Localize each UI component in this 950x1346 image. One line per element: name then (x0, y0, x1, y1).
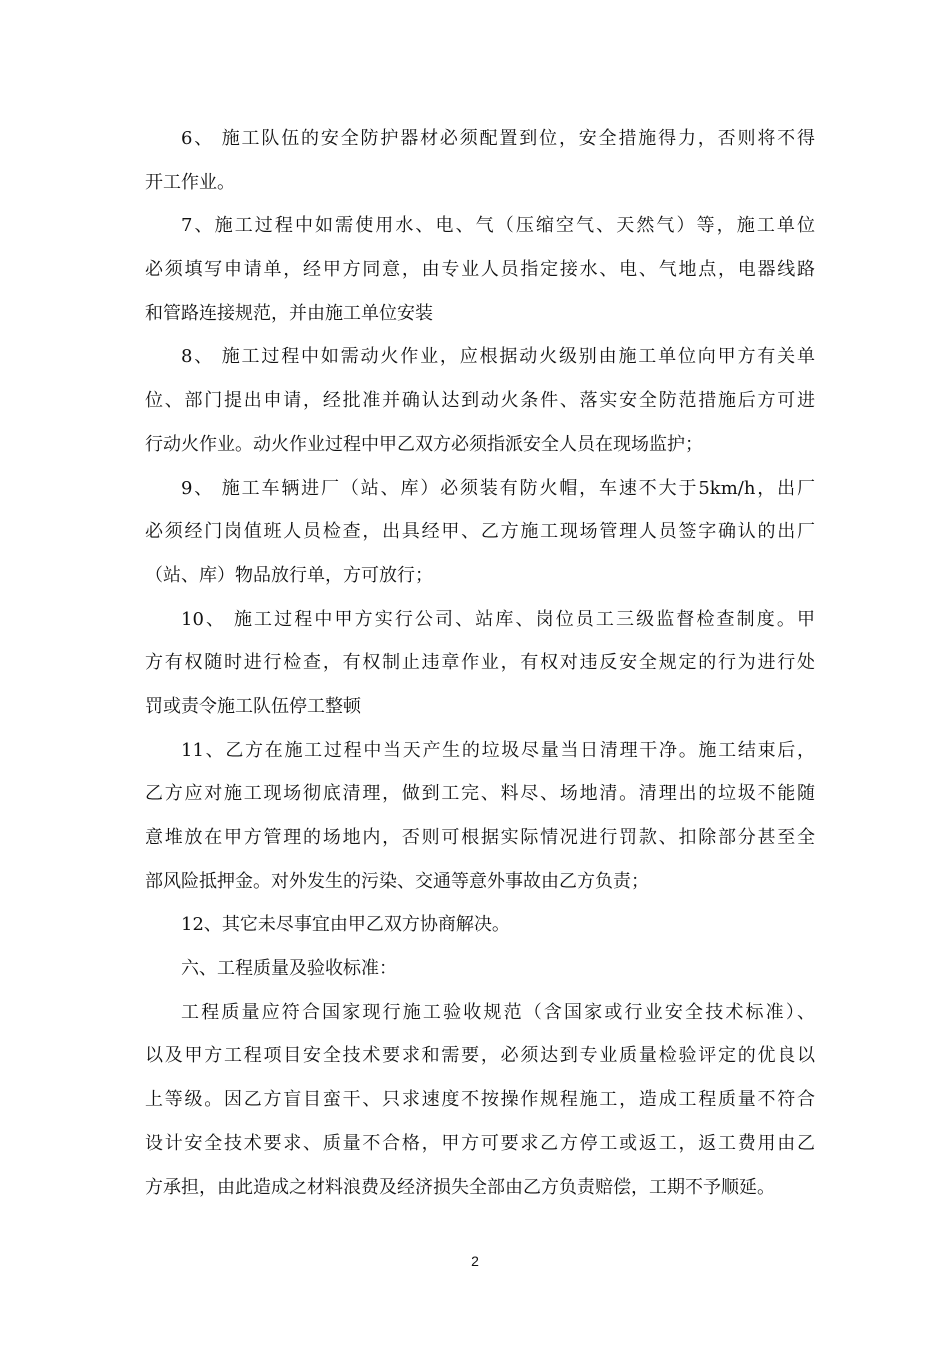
text-line: 开工作业。 (145, 171, 235, 193)
text-line: 方承担，由此造成之材料浪费及经济损失全部由乙方负责赔偿，工期不予顺延。 (145, 1176, 775, 1198)
paragraph-quality (145, 995, 815, 1213)
text-line: 以及甲方工程项目安全技术要求和需要，必须达到专业质量检验评定的优良以 (145, 1045, 815, 1067)
text-line: 7、施工过程中如需使用水、电、气（压缩空气、天然气）等，施工单位 (181, 215, 815, 237)
text-line: 工程质量应符合国家现行施工验收规范（含国家或行业安全技术标准）、 (181, 1001, 815, 1023)
text-line: 12、其它未尽事宜由甲乙双方协商解决。 (181, 914, 510, 936)
text-line: （站、库）物品放行单，方可放行； (145, 564, 433, 586)
text-line: 和管路连接规范，并由施工单位安装 (145, 302, 433, 324)
section-heading (145, 951, 815, 995)
paragraph-item-10 (145, 602, 815, 733)
text-line: 部风险抵押金。对外发生的污染、交通等意外事故由乙方负责； (145, 870, 649, 892)
paragraph-item-11 (145, 733, 815, 908)
text-line: 上等级。因乙方盲目蛮干、只求速度不按操作规程施工，造成工程质量不符合 (145, 1089, 815, 1111)
text-line: 意堆放在甲方管理的场地内，否则可根据实际情况进行罚款、扣除部分甚至全 (145, 827, 815, 848)
paragraph-item-9 (145, 471, 815, 602)
text-line: 9、 施工车辆进厂（站、库）必须装有防火帽，车速不大于5km/h，出厂 (181, 477, 815, 499)
text-line: 6、 施工队伍的安全防护器材必须配置到位，安全措施得力，否则将不得 (181, 128, 815, 149)
text-line: 11、乙方在施工过程中当天产生的垃圾尽量当日清理干净。施工结束后， (181, 739, 815, 761)
text-line: 10、 施工过程中甲方实行公司、站库、岗位员工三级监督检查制度。甲 (181, 608, 815, 630)
text-line: 行动火作业。动火作业过程中甲乙双方必须指派安全人员在现场监护； (145, 433, 703, 455)
paragraph-item-7 (145, 208, 815, 339)
text-line: 六、工程质量及验收标准： (181, 958, 397, 980)
text-line: 位、部门提出申请，经批准并确认达到动火条件、落实安全防范措施后方可进 (145, 390, 815, 412)
text-line: 罚或责令施工队伍停工整顿 (145, 695, 361, 717)
text-line: 8、 施工过程中如需动火作业，应根据动火级别由施工单位向甲方有关单 (181, 346, 815, 368)
document-body (145, 121, 815, 1213)
paragraph-item-8 (145, 339, 815, 470)
page-number: 2 (471, 1253, 479, 1269)
text-line: 必须经门岗值班人员检查，出具经甲、乙方施工现场管理人员签字确认的出厂 (145, 521, 815, 543)
text-line: 乙方应对施工现场彻底清理，做到工完、料尽、场地清。清理出的垃圾不能随 (145, 783, 815, 805)
text-line: 设计安全技术要求、质量不合格，甲方可要求乙方停工或返工，返工费用由乙 (145, 1132, 815, 1154)
paragraph-item-12 (145, 907, 815, 951)
text-line: 必须填写申请单，经甲方同意，由专业人员指定接水、电、气地点，电器线路 (145, 259, 815, 281)
text-line: 方有权随时进行检查，有权制止违章作业，有权对违反安全规定的行为进行处 (145, 652, 815, 674)
paragraph-item-6 (145, 121, 815, 208)
